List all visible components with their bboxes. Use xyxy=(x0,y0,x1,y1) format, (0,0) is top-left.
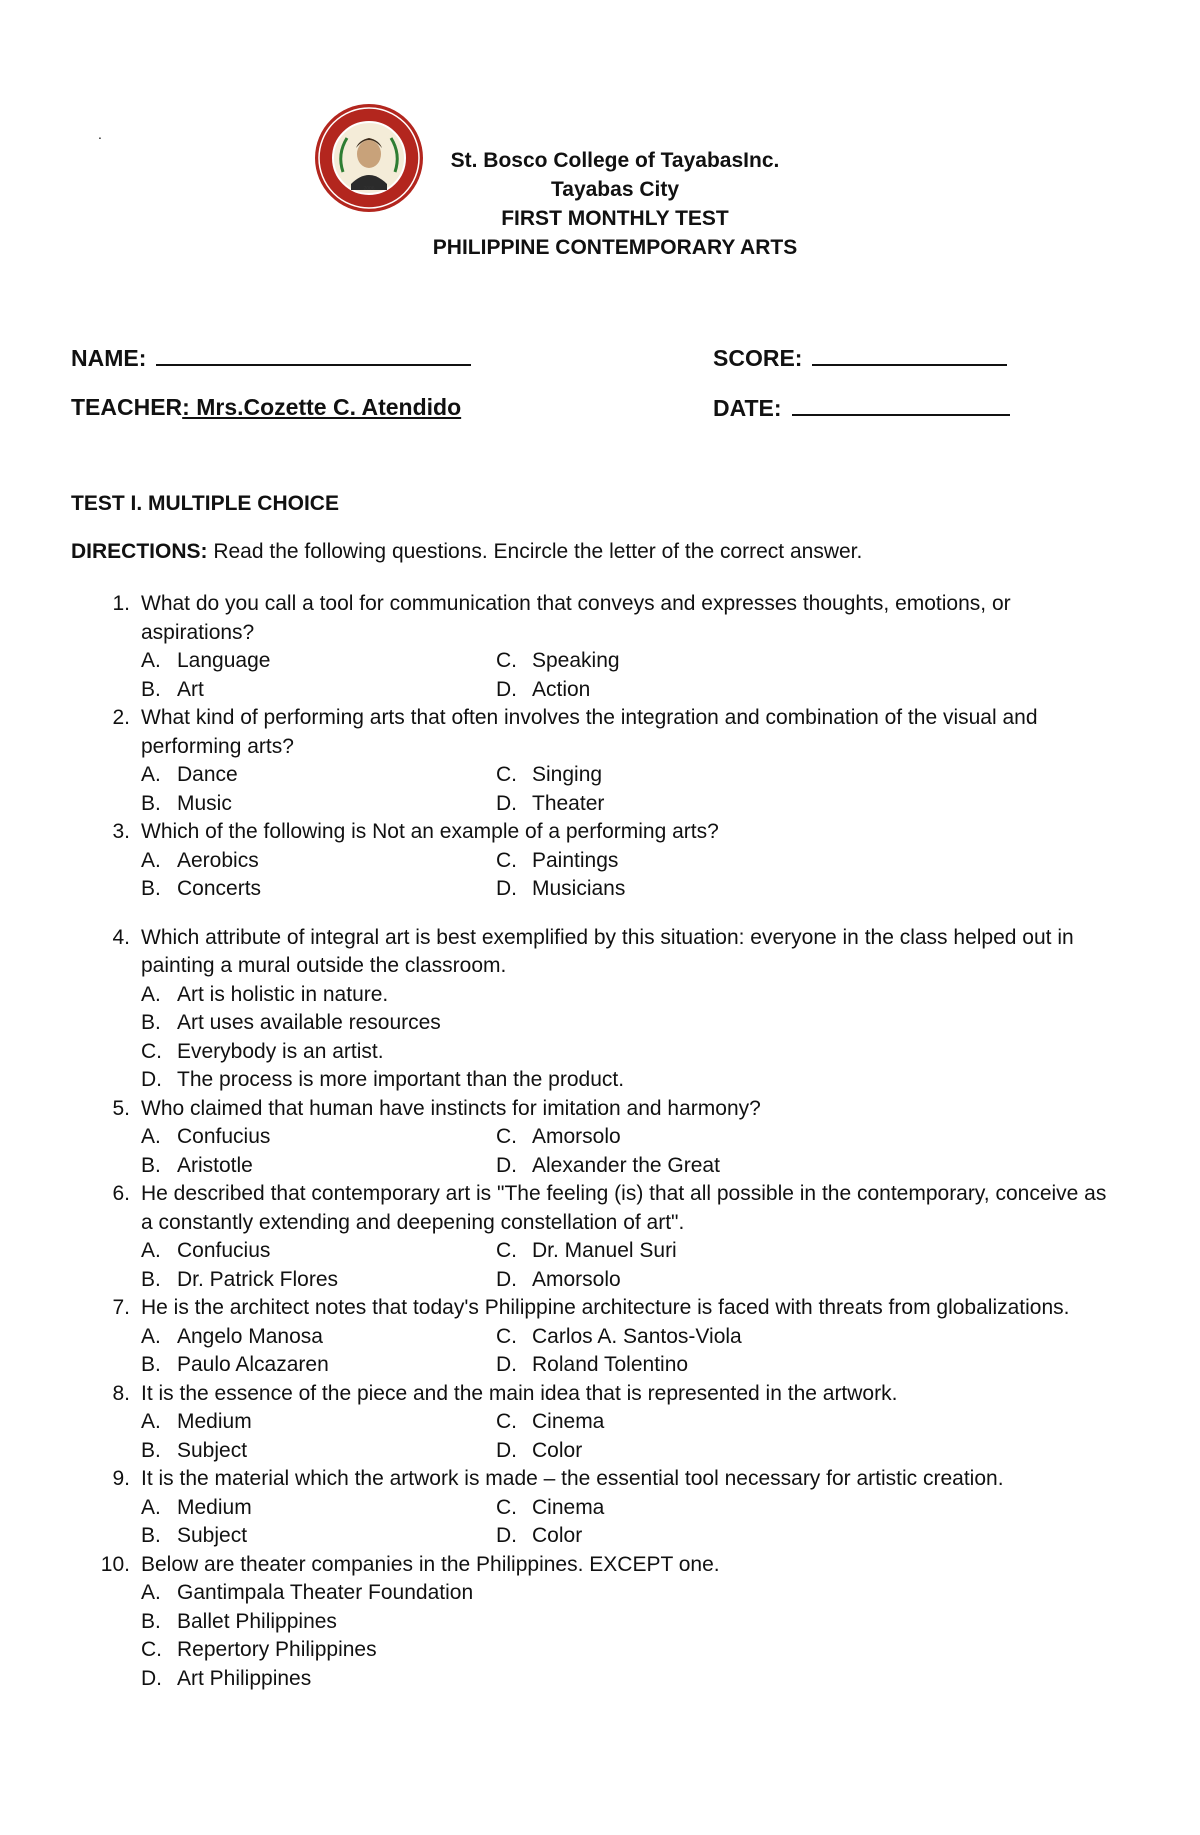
score-field xyxy=(713,344,1007,372)
question-text: He is the architect notes that today's Philippine architecture is faced with threats from globalizations. xyxy=(141,1296,1070,1319)
choice-d[interactable]: D. The process is more important than the product. xyxy=(141,1068,625,1091)
choice-d[interactable]: D. Alexander the Great xyxy=(496,1153,720,1177)
choice-c[interactable]: C. Paintings xyxy=(496,848,619,872)
name-field xyxy=(71,344,471,372)
stray-mark: . xyxy=(98,126,102,142)
directions xyxy=(71,540,862,564)
choice-b[interactable]: B. Art uses available resources xyxy=(141,1011,441,1034)
question-9 xyxy=(0,1465,1200,1551)
question-text: Which of the following is Not an example of a performing arts? xyxy=(141,820,719,843)
choice-c[interactable]: C. Repertory Philippines xyxy=(141,1638,377,1661)
choice-a[interactable]: A. Dance xyxy=(141,763,238,786)
document-header xyxy=(0,146,1200,262)
question-number: 2. xyxy=(112,706,130,729)
question-3 xyxy=(0,818,1200,904)
choice-a[interactable]: A. Medium xyxy=(141,1495,252,1519)
name-label: NAME: xyxy=(71,345,147,371)
question-number: 3. xyxy=(112,820,130,843)
choice-d[interactable]: D. Musicians xyxy=(496,877,626,900)
choice-b[interactable]: B. Ballet Philippines xyxy=(141,1609,337,1633)
choice-d[interactable]: D. Theater xyxy=(496,791,605,815)
teacher-label: TEACHER xyxy=(71,394,183,420)
question-6 xyxy=(0,1180,1200,1294)
question-text: He described that contemporary art is "The feeling (is) that all possible in the contemporary, conceive as a constantly extending and deepening constellation of art". xyxy=(141,1182,1107,1234)
score-blank-line[interactable] xyxy=(812,344,1007,366)
question-list xyxy=(0,590,1200,1693)
choice-c[interactable]: C. Cinema xyxy=(496,1410,605,1433)
question-4 xyxy=(0,924,1200,1095)
choice-d[interactable]: D. Color xyxy=(496,1524,583,1547)
choice-c[interactable]: C. Speaking xyxy=(496,649,620,672)
choice-b[interactable]: B. Music xyxy=(141,791,232,815)
question-10 xyxy=(0,1551,1200,1694)
choice-b[interactable]: B. Subject xyxy=(141,1438,248,1462)
choice-d[interactable]: D. Art Philippines xyxy=(141,1666,312,1690)
question-7 xyxy=(0,1294,1200,1380)
svg-text:2006: 2006 xyxy=(363,186,375,192)
directions-text: Read the following questions. Encircle the letter of the correct answer. xyxy=(207,540,863,563)
choice-a[interactable]: A. Language xyxy=(141,649,271,672)
teacher-field xyxy=(71,394,461,421)
choice-d[interactable]: D. Roland Tolentino xyxy=(496,1353,689,1376)
choice-b[interactable]: B. Concerts xyxy=(141,877,262,900)
question-text: What do you call a tool for communication that conveys and expresses thoughts, emotions, or aspirations? xyxy=(141,592,1011,644)
date-label: DATE: xyxy=(713,395,782,421)
date-blank-line[interactable] xyxy=(792,394,1010,416)
choice-d[interactable]: D. Action xyxy=(496,677,591,701)
school-name: St. Bosco College of TayabasInc. xyxy=(450,149,780,172)
choice-b[interactable]: B. Subject xyxy=(141,1524,248,1547)
question-5 xyxy=(0,1095,1200,1181)
choice-a[interactable]: A. Aerobics xyxy=(141,848,259,872)
question-text: It is the material which the artwork is made – the essential tool necessary for artistic creation. xyxy=(141,1467,1004,1490)
school-city: Tayabas City xyxy=(551,178,679,201)
directions-label: DIRECTIONS: xyxy=(71,540,208,563)
question-text: It is the essence of the piece and the main idea that is represented in the artwork. xyxy=(141,1381,898,1405)
choice-a[interactable]: A. Angelo Manosa xyxy=(141,1324,323,1348)
test-section-title: TEST I. MULTIPLE CHOICE xyxy=(71,492,339,515)
choice-a[interactable]: A. Confucius xyxy=(141,1125,271,1148)
question-8 xyxy=(0,1380,1200,1466)
choice-b[interactable]: B. Art xyxy=(141,677,204,701)
question-1 xyxy=(0,590,1200,704)
question-number: 5. xyxy=(112,1096,130,1120)
question-2 xyxy=(0,704,1200,818)
question-text: Which attribute of integral art is best exemplified by this situation: everyone in the class helped out in painting a mural outside the classroom. xyxy=(141,925,1074,977)
choice-c[interactable]: C. Singing xyxy=(496,763,603,786)
choice-b[interactable]: B. Aristotle xyxy=(141,1153,253,1177)
choice-c[interactable]: C. Amorsolo xyxy=(496,1125,621,1148)
choice-a[interactable]: A. Confucius xyxy=(141,1239,271,1262)
choice-a[interactable]: A. Art is holistic in nature. xyxy=(141,982,389,1006)
score-label: SCORE: xyxy=(713,345,803,371)
spacer xyxy=(0,904,1200,924)
question-number: 4. xyxy=(112,925,130,949)
choice-a[interactable]: A. Medium xyxy=(141,1410,252,1433)
choice-b[interactable]: B. Paulo Alcazaren xyxy=(141,1353,329,1376)
question-number: 6. xyxy=(112,1182,130,1205)
test-name: FIRST MONTHLY TEST xyxy=(501,207,729,230)
question-number: 10. xyxy=(100,1552,130,1576)
question-number: 7. xyxy=(112,1296,130,1319)
question-text: Below are theater companies in the Philippines. EXCEPT one. xyxy=(141,1552,720,1576)
date-field xyxy=(713,394,1010,422)
choice-d[interactable]: D. Amorsolo xyxy=(496,1267,621,1291)
subject-name: PHILIPPINE CONTEMPORARY ARTS xyxy=(432,236,798,259)
question-number: 1. xyxy=(112,592,130,615)
name-blank-line[interactable] xyxy=(156,344,471,366)
choice-c[interactable]: C. Carlos A. Santos-Viola xyxy=(496,1324,742,1348)
choice-c[interactable]: C. Everybody is an artist. xyxy=(141,1039,384,1063)
choice-b[interactable]: B. Dr. Patrick Flores xyxy=(141,1267,339,1291)
question-number: 8. xyxy=(112,1381,130,1405)
choice-c[interactable]: C. Dr. Manuel Suri xyxy=(496,1239,677,1262)
teacher-name: : Mrs.Cozette C. Atendido xyxy=(182,394,462,420)
choice-d[interactable]: D. Color xyxy=(496,1438,583,1462)
question-text: What kind of performing arts that often involves the integration and combination of the visual and performing arts? xyxy=(141,706,1038,758)
choice-a[interactable]: A. Gantimpala Theater Foundation xyxy=(141,1581,474,1604)
choice-c[interactable]: C. Cinema xyxy=(496,1495,605,1519)
question-number: 9. xyxy=(112,1467,130,1490)
question-text: Who claimed that human have instincts for imitation and harmony? xyxy=(141,1096,761,1120)
